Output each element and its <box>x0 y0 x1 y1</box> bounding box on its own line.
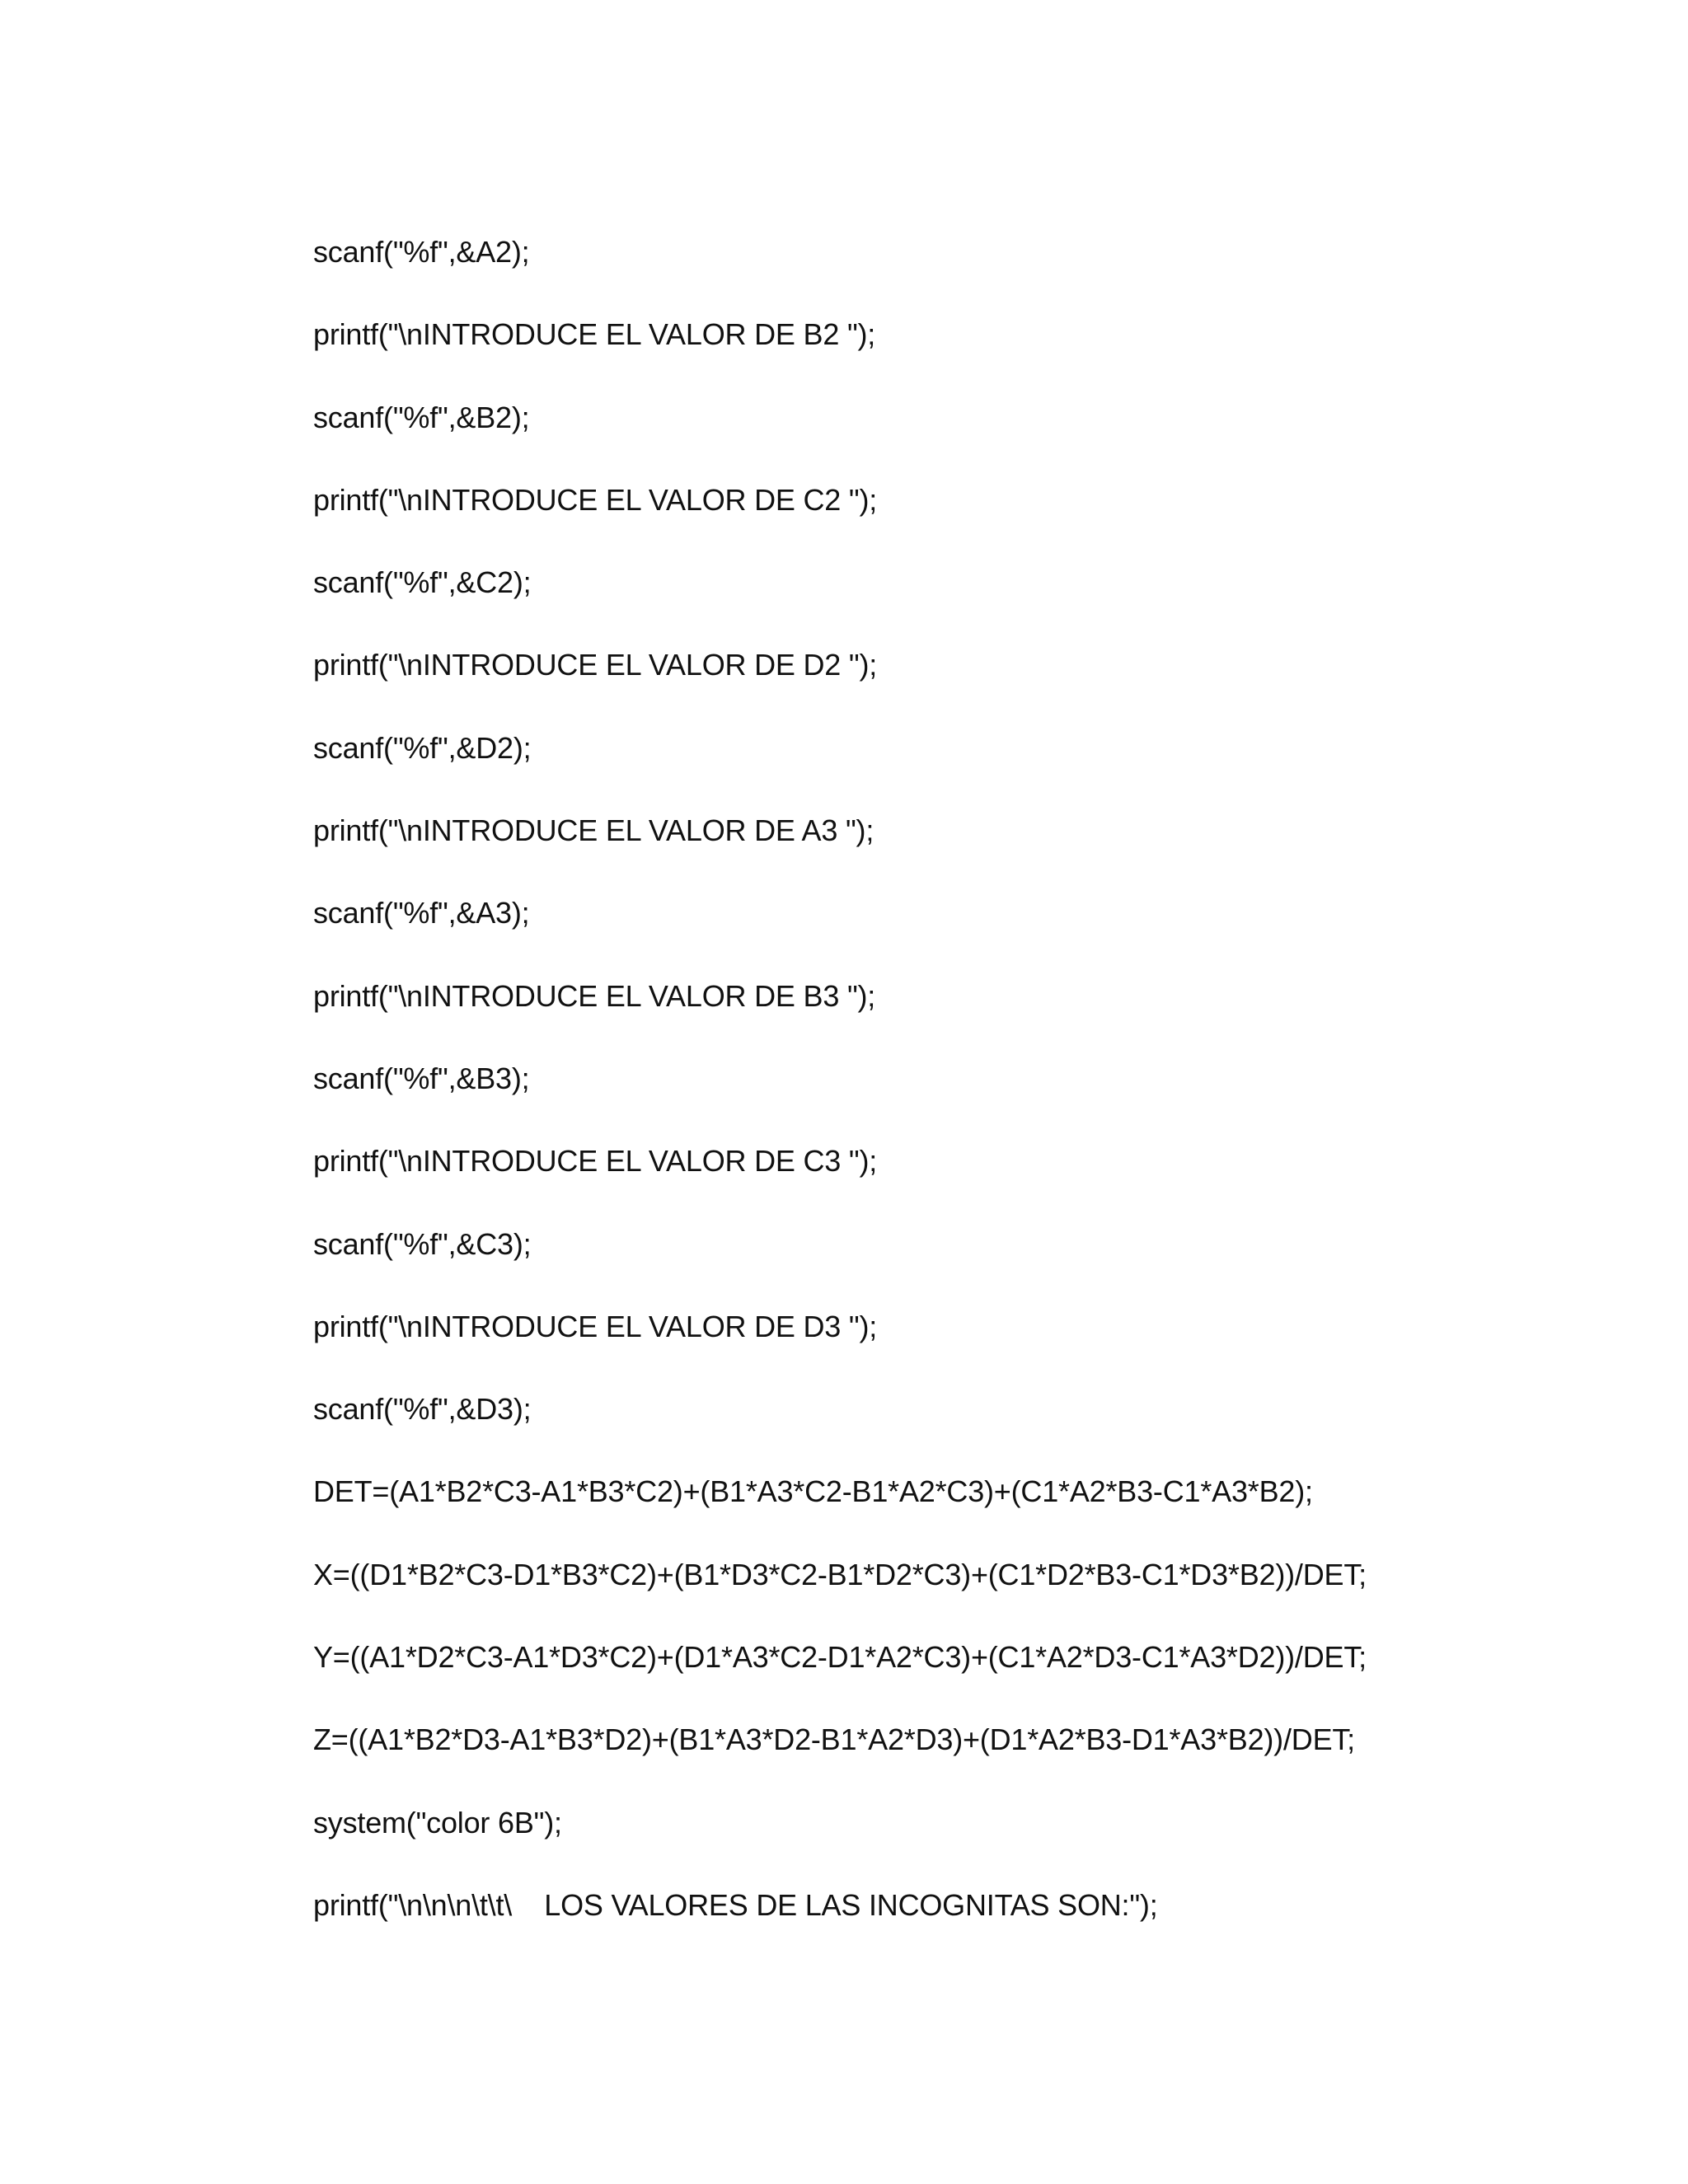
code-line: scanf("%f",&A3); <box>313 896 530 930</box>
code-line: system("color 6B"); <box>313 1805 562 1840</box>
code-line: printf("\nINTRODUCE EL VALOR DE C3 "); <box>313 1144 878 1179</box>
code-line: printf("\nINTRODUCE EL VALOR DE B3 "); <box>313 978 876 1013</box>
code-line: scanf("%f",&C3); <box>313 1226 532 1261</box>
code-line: scanf("%f",&B3); <box>313 1061 530 1095</box>
code-line: scanf("%f",&A2); <box>313 235 530 269</box>
code-line: scanf("%f",&D2); <box>313 730 532 765</box>
code-line: printf("\n\n\n\t\t\ LOS VALORES DE LAS INCOGNITAS SON:"); <box>313 1887 1158 1922</box>
code-line: scanf("%f",&B2); <box>313 400 530 434</box>
code-line: printf("\nINTRODUCE EL VALOR DE D2 "); <box>313 648 878 682</box>
code-line: Y=((A1*D2*C3-A1*D3*C2)+(D1*A3*C2-D1*A2*C3)+(C1*A2*D3-C1*A3*D2))/DET; <box>313 1640 1367 1675</box>
code-line: printf("\nINTRODUCE EL VALOR DE A3 "); <box>313 813 874 848</box>
code-block <box>313 232 1632 1967</box>
code-line: Z=((A1*B2*D3-A1*B3*D2)+(B1*A3*D2-B1*A2*D3)+(D1*A2*B3-D1*A3*B2))/DET; <box>313 1722 1355 1757</box>
code-line: printf("\nINTRODUCE EL VALOR DE D3 "); <box>313 1309 878 1343</box>
code-line: printf("\nINTRODUCE EL VALOR DE C2 "); <box>313 482 878 517</box>
code-line: printf("\nINTRODUCE EL VALOR DE B2 "); <box>313 317 876 352</box>
code-line: DET=(A1*B2*C3-A1*B3*C2)+(B1*A3*C2-B1*A2*C3)+(C1*A2*B3-C1*A3*B2); <box>313 1474 1313 1509</box>
code-line: scanf("%f",&D3); <box>313 1392 532 1427</box>
code-line: X=((D1*B2*C3-D1*B3*C2)+(B1*D3*C2-B1*D2*C3)+(C1*D2*B3-C1*D3*B2))/DET; <box>313 1557 1367 1591</box>
code-line: scanf("%f",&C2); <box>313 565 532 600</box>
